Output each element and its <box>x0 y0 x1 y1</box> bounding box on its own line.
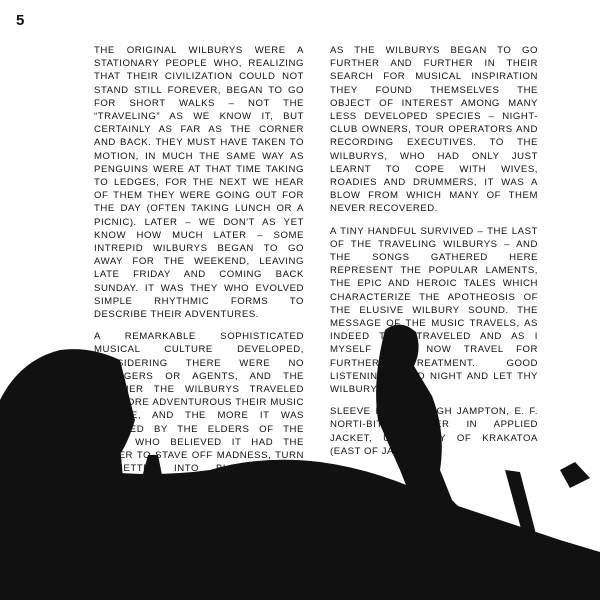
right-paragraph-2: A TINY HANDFUL SURVIVED – THE LAST OF THE TRAVELING WILBURYS – AND THE SONGS GATHERED HERE REPRESENT THE POPULAR LAMENTS, THE EPIC AND HEROIC TALES WHICH CHARACTERIZE THE APOTHEOSIS OF THE ELUSIVE WILBURY SOUND. THE MESSAGE OF THE MUSIC TRAVELS, AS INDEED THEY TRAVELED AND AS I MYSELF MUST NOW TRAVEL FOR FURTHER TREATMENT. GOOD LISTENING, GOOD NIGHT AND LET THY WILBURY DONE . . . <box>330 225 538 396</box>
right-paragraph-1: AS THE WILBURYS BEGAN TO GO FURTHER AND FURTHER IN THEIR SEARCH FOR MUSICAL INSPIRATION THEY FOUND THEMSELVES THE OBJECT OF INTEREST AMONG MANY LESS DEVELOPED SPECIES – NIGHT-CLUB OWNERS, TOUR OPERATORS AND RECORDING EXECUTIVES. TO THE WILBURYS, WHO HAD ONLY JUST LEARNT TO COPE WITH WIVES, ROADIES AND DRUMMERS, IT WAS A BLOW FROM WHICH MANY OF THEM NEVER RECOVERED. <box>330 45 538 215</box>
page-number: 5 <box>16 12 25 29</box>
left-paragraph-2: A REMARKABLE SOPHISTICATED MUSICAL CULTURE DEVELOPED, CONSIDERING THERE WERE NO MANAGERS OR AGENTS, AND THE FURTHER THE WILBURYS TRAVELED THE MORE ADVENTUROUS THEIR MUSIC BECAME, AND THE MORE IT WAS REVERED BY THE ELDERS OF THE TRIBE WHO BELIEVED IT HAD THE POWER TO STAVE OFF MADNESS, TURN BRUNETTES INTO BLONDES AND INCREASE THE SIZE OF THEIR EARS. <box>94 331 304 488</box>
right-text-column <box>330 44 538 467</box>
sleeve-note-credit: SLEEVE NOTE © HUGH JAMPTON, E. F. NORTI-BITZ READER IN APPLIED JACKET, UNIVERSITY OF KRAKATOA (EAST OF JAVA) <box>330 406 538 457</box>
cart-body <box>190 505 340 533</box>
left-paragraph-1: THE ORIGINAL WILBURYS WERE A STATIONARY PEOPLE WHO, REALIZING THAT THEIR CIVILIZATION COULD NOT STAND STILL FOREVER, BEGAN TO GO FOR SHORT WALKS – NOT THE “TRAVELING” AS WE KNOW IT, BUT CERTAINLY AS FAR AS THE CORNER AND BACK. THEY MUST HAVE TAKEN TO MOTION, IN MUCH THE SAME WAY AS PENGUINS WERE AT THAT TIME TAKING TO LEDGES, FOR THE NEXT WE HEAR OF THEM THEY WERE GOING OUT FOR THE DAY (OFTEN TAKING LUNCH OR A PICNIC). LATER – WE DON'T AS YET KNOW HOW MUCH LATER – SOME INTREPID WILBURYS BEGAN TO GO AWAY FOR THE WEEKEND, LEAVING LATE FRIDAY AND COMING BACK SUNDAY. IT WAS THEY WHO EVOLVED SIMPLE RHYTHMIC FORMS TO DESCRIBE THEIR ADVENTURES. <box>94 45 304 321</box>
left-text-column <box>94 44 304 498</box>
